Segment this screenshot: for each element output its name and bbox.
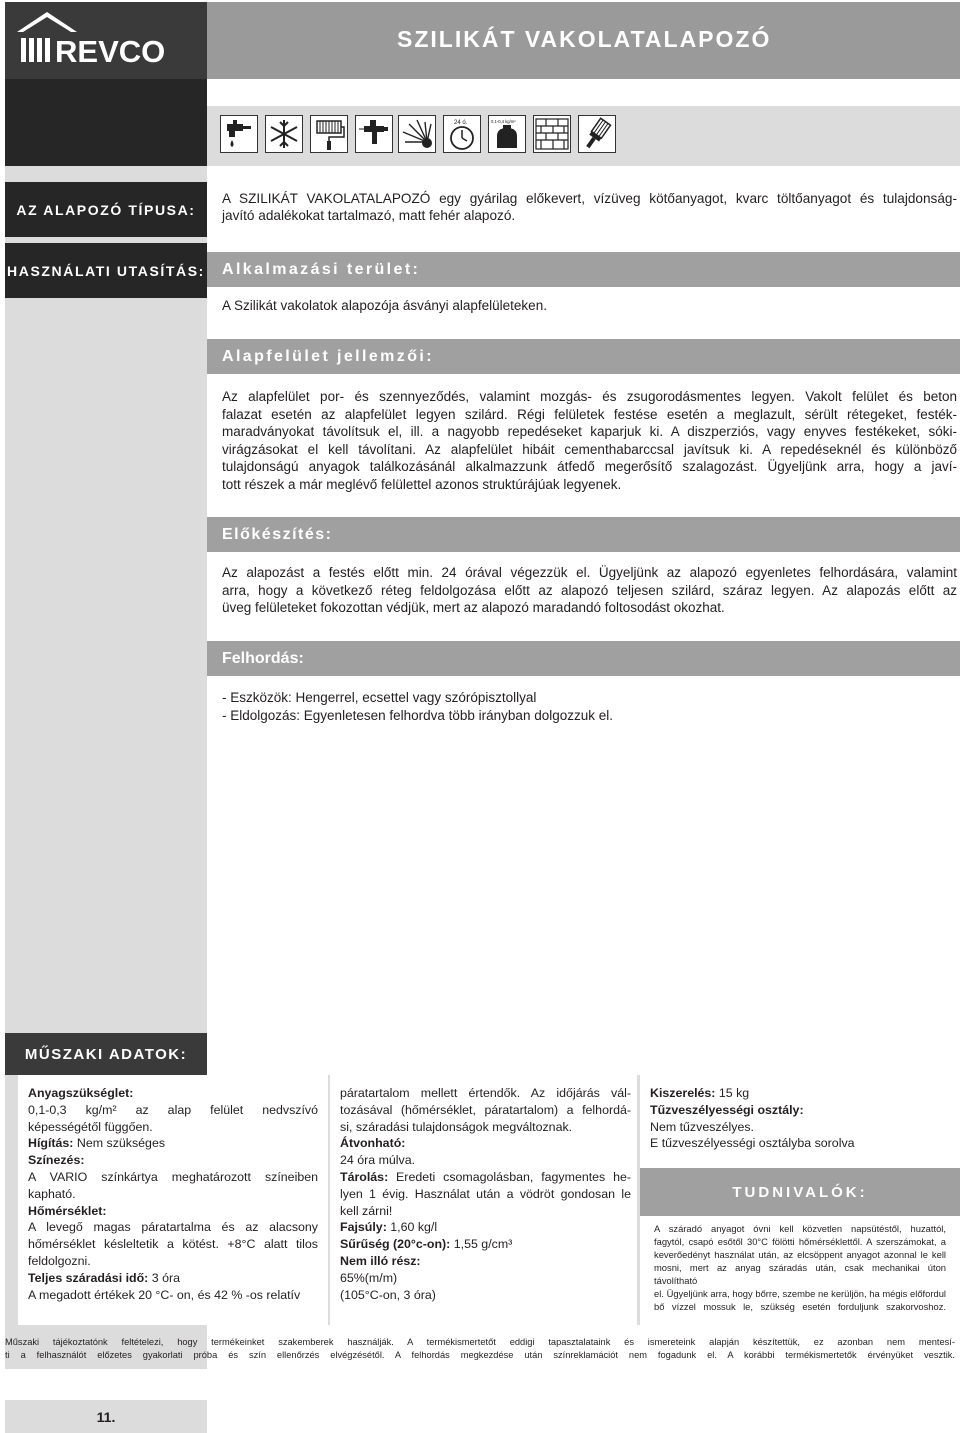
surface-line: Az alapfelület por- és szennyeződés, valamint mozgás- és zsugorodásmentes legyen. Vakolt felület és beton xyxy=(222,389,957,404)
type-line: javító adalékokat tartalmazó, matt fehér alapozó. xyxy=(222,208,516,223)
page-number: 11. xyxy=(5,1400,207,1433)
tudnivalok-line: A száradó anyagot óvni kell közvetlen napsütéstől, huzattól, xyxy=(654,1223,946,1234)
clock-label: 24 ó. xyxy=(454,120,468,126)
prep-text xyxy=(222,564,957,617)
surface-line: virágzásokat el kell távolítani. Az alapfelület hibáit cementhabarccsal javítsuk ki. A repedéseknél és különböző xyxy=(222,441,957,457)
tudnivalok-text xyxy=(654,1222,946,1313)
surface-line: tulajdonságú anyagok találkozásánál alkalmazzunk átfedő megerősítő szalagozást. Ügyeljünk arra, hogy a javí- xyxy=(222,459,957,474)
recoat-label: Átvonható: xyxy=(340,1136,406,1151)
snowflake-icon xyxy=(265,115,303,153)
coverage-label: 0,1-0,4 kg/m² xyxy=(491,119,516,124)
humidity-line: si, száradási tulajdonságok megváltoznak. xyxy=(340,1119,573,1134)
surface-text xyxy=(222,388,957,493)
apply-text xyxy=(222,689,957,724)
dry-label: Teljes száradási idő: xyxy=(28,1270,149,1285)
storage-line: lyen 1 évig. Használat után a vödröt gondosan le xyxy=(340,1186,631,1201)
weight-label: Fajsúly: xyxy=(340,1220,387,1235)
fire-label: Tűzveszélyességi osztály: xyxy=(650,1102,804,1117)
consumption-label: Anyagszükséglet: xyxy=(28,1086,134,1100)
pack-value: 15 kg xyxy=(718,1086,750,1100)
storage-line: kell zárni! xyxy=(340,1203,393,1218)
temp-label: Hőmérséklet: xyxy=(28,1203,107,1218)
clock-icon xyxy=(443,115,481,153)
sun-icon xyxy=(398,115,436,153)
footnote-line: ti a felhasználót előzetes gyakorlati próba és szín ellenőrzés elvégzésétől. A felhordás megkezdése után színreklamációt nem fogadunk el. A korábbi termékismertetők érvényüket vesztik. xyxy=(5,1350,955,1360)
left-dark-block xyxy=(5,79,207,166)
spray-gun-icon xyxy=(355,115,393,153)
tudnivalok-label: TUDNIVALÓK: xyxy=(640,1168,960,1216)
humidity-line: tozásával (hőmérséklet, páratartalom) a felhordá- xyxy=(340,1102,631,1117)
prep-line: üveg felületeket fokozottan védjük, mert az alapozó maradandó foltosodást okozhat. xyxy=(222,600,725,615)
surface-line: maradványokat távolítsuk el, ill. a nagyobb repedéseket kaparjuk ki. A diszperziós, vagy enyves festékeket, sóki- xyxy=(222,424,957,439)
temp-line: feldolgozni. xyxy=(28,1253,91,1268)
tinting-line: kapható. xyxy=(28,1186,76,1201)
note-line: A megadott értékek 20 °C- on, és 42 % -os relatív xyxy=(28,1287,301,1302)
surface-line: falazat esetén az alapfelület legyen szilárd. Régi felületek festése esetén a meglazult, sérült rétegeket, festék- xyxy=(222,406,957,422)
page-title: SZILIKÁT VAKOLATALAPOZÓ xyxy=(397,26,772,52)
type-section-label: AZ ALAPOZÓ TÍPUSA: xyxy=(5,182,207,237)
coverage-icon xyxy=(488,115,526,153)
fire-line: Nem tűzveszélyes. xyxy=(650,1119,754,1134)
area-text: A Szilikát vakolatok alapozója ásványi alapfelületeken. xyxy=(222,298,547,313)
weight-value: 1,60 kg/l xyxy=(390,1220,438,1235)
type-line: A SZILIKÁT VAKOLATALAPOZÓ egy gyárilag előkevert, vízüveg kötőanyagot, kvarc töltőanyagot és tulajdonság- xyxy=(222,191,957,206)
apply-line: - Eldolgozás: Egyenletesen felhordva több irányban dolgozzuk el. xyxy=(222,707,613,723)
humidity-line: páratartalom mellett értendők. Az időjárás vál- xyxy=(340,1086,631,1100)
thinning-value: Nem szükséges xyxy=(76,1136,166,1151)
density-label: Sűrűség (20°c-on): xyxy=(340,1237,451,1252)
temp-line: A levegő magas páratartalma és az alacsony xyxy=(28,1220,318,1235)
usage-section-label: HASZNÁLATI UTASÍTÁS: xyxy=(5,243,207,298)
prep-line: Az alapozást a festés előtt min. 24 órával végezzük el. Ügyeljünk az alapozó egyenletes felhordására, valamint xyxy=(222,565,957,580)
tudnivalok-line: fagytól, csapó esőtől 30°C fölötti hőmérséklettől. A szerszámokat, a xyxy=(654,1236,946,1247)
apply-heading: Felhordás: xyxy=(207,641,960,676)
footnote-line: Műszaki tájékoztatónk feltételezi, hogy termékeinket szakemberek használják. A termékismertetőt eddigi tapasztalataink és ismereteink alapján készítettük, ez azonban nem mentesí- xyxy=(5,1337,955,1347)
tech-section-label: MŰSZAKI ADATOK: xyxy=(5,1033,207,1075)
thinning-label: Hígítás: xyxy=(28,1136,74,1151)
fire-line: E tűzveszélyességi osztályba sorolva xyxy=(650,1136,855,1151)
dry-value: 3 óra xyxy=(151,1270,180,1285)
tudnivalok-line: el. Ügyeljünk arra, hogy bőrre, szembe ne kerüljön, ha mégis előfordul xyxy=(654,1288,946,1299)
footnote xyxy=(5,1336,955,1362)
nonvolatile-label: Nem illó rész: xyxy=(340,1253,421,1268)
brand-logo xyxy=(5,2,207,79)
area-heading: Alkalmazási terület: xyxy=(207,252,960,287)
tap-water-icon xyxy=(220,115,258,153)
brush-icon xyxy=(578,115,616,153)
tudnivalok-line: bő vízzel mossuk le, szükség esetén forduljunk szakorvoshoz. xyxy=(654,1301,946,1312)
storage-label: Tárolás: xyxy=(340,1169,389,1184)
tech-column-2 xyxy=(330,1075,637,1325)
density-value: 1,55 g/cm³ xyxy=(453,1237,513,1252)
tinting-line: A VARIO színkártya meghatározott színeiben xyxy=(28,1169,318,1184)
consumption-line: képességétől függően. xyxy=(28,1119,153,1134)
surface-heading: Alapfelület jellemzői: xyxy=(207,339,960,374)
tinting-label: Színezés: xyxy=(28,1153,85,1168)
roller-icon xyxy=(310,115,348,153)
type-section-text xyxy=(222,190,957,224)
temp-line: hőmérséklet késleltetik a kötést. +8°C alatt tilos xyxy=(28,1237,318,1252)
prep-line: arra, hogy a következő réteg feldolgozása előtt az alapozó teljesen szilárd, száraz legyen. Az alapozás előtt az xyxy=(222,582,957,598)
nonvolatile-value: 65%(m/m) xyxy=(340,1270,398,1285)
nonvolatile-value: (105°C-on, 3 óra) xyxy=(340,1287,436,1302)
storage-line: Eredeti csomagolásban, fagymentes he- xyxy=(396,1169,631,1184)
tech-column-1 xyxy=(18,1075,328,1325)
brand-name: REVCO xyxy=(55,34,166,69)
surface-line: tott részek a már meglévő felülettel azonos struktúrájúak legyenek. xyxy=(222,476,622,492)
pack-label: Kiszerelés: xyxy=(650,1086,716,1100)
tudnivalok-line: mosni, mert az anyag száradás után, csak mechanikai úton távolítható xyxy=(654,1262,946,1286)
tudnivalok-line: keverőedényt használat után, az elcsöppent anyagot azonnal le kell xyxy=(654,1249,946,1260)
revco-logo-icon xyxy=(5,2,207,79)
recoat-value: 24 óra múlva. xyxy=(340,1153,416,1168)
apply-line: - Eszközök: Hengerrel, ecsettel vagy szórópisztollyal xyxy=(222,690,537,705)
brick-wall-icon xyxy=(533,115,571,153)
prep-heading: Előkészítés: xyxy=(207,517,960,552)
consumption-line: 0,1-0,3 kg/m² az alap felület nedvszívó xyxy=(28,1102,318,1117)
